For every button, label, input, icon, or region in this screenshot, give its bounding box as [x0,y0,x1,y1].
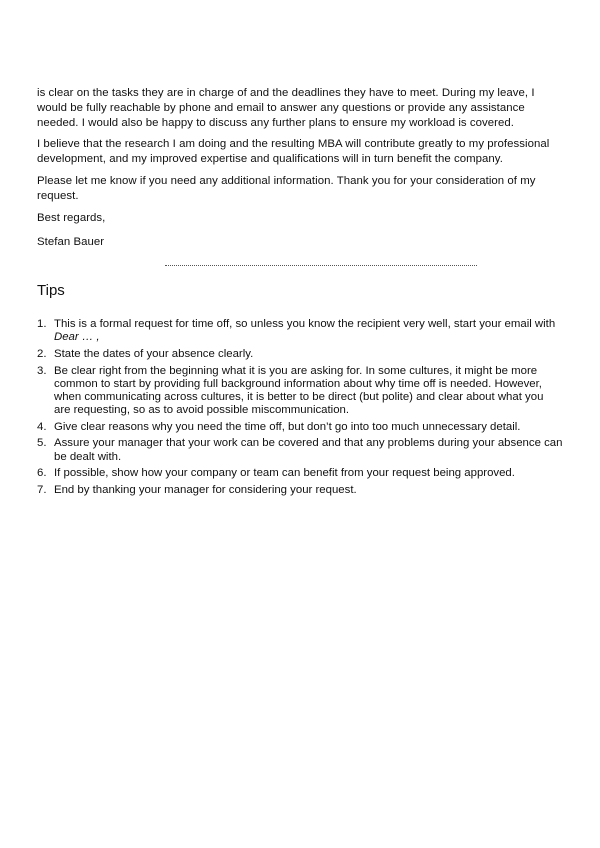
tip-number: 4. [37,420,47,433]
letter-paragraph-1: is clear on the tasks they are in charge of and the deadlines they have to meet. During my leave, I would be fully reachable by phone and email to answer any questions or provide any assistance needed. I would also be happy to discuss any further plans to ensure my workload is covered. [37,87,535,129]
tip-text [54,318,563,344]
tip-number: 1. [37,318,47,331]
tip-item [37,467,563,480]
tip-number: 5. [37,437,47,450]
tip-text: State the dates of your absence clearly. [54,347,254,360]
tip-number: 7. [37,483,47,496]
tip-item [37,365,563,418]
tip-text-part: This is a formal request for time off, so unless you know the recipient very well, start your email with [54,318,556,331]
tip-text: If possible, show how your company or team can benefit from your request being approved. [54,467,515,480]
tip-item [37,318,563,344]
letter-paragraph-2: I believe that the research I am doing and the resulting MBA will contribute greatly to my professional development, and my improved expertise and qualifications will in turn benefit the company. [37,138,550,166]
tips-list [37,318,563,497]
tip-text: Give clear reasons why you need the time off, but don’t go into too much unnecessary detail. [54,420,521,433]
tip-item [37,437,563,463]
tip-number: 6. [37,467,47,480]
letter-signature: Stefan Bauer [37,236,105,249]
tip-text: End by thanking your manager for considering your request. [54,483,357,496]
letter-paragraph-3: Please let me know if you need any additional information. Thank you for your consideration of my request. [37,174,536,202]
tip-item [37,484,563,497]
tip-item [37,348,563,361]
tip-text: Be clear right from the beginning what it is you are asking for. In some cultures, it might be more common to start by providing full background information about why time off is needed. However, when communicating across cultures, it is better to be direct (but polite) and clear about what you are requesting, so as to avoid possible miscommunication. [54,364,544,417]
tip-item [37,421,563,434]
tips-heading: Tips [37,282,65,300]
tip-text-emphasis: Dear … , [54,331,100,344]
dotted-divider [165,265,477,266]
tip-number: 2. [37,347,47,360]
document-page [37,86,563,500]
letter-closing: Best regards, [37,211,106,224]
tip-number: 3. [37,364,47,377]
tip-text: Assure your manager that your work can be covered and that any problems during your absence can be dealt with. [54,437,563,463]
